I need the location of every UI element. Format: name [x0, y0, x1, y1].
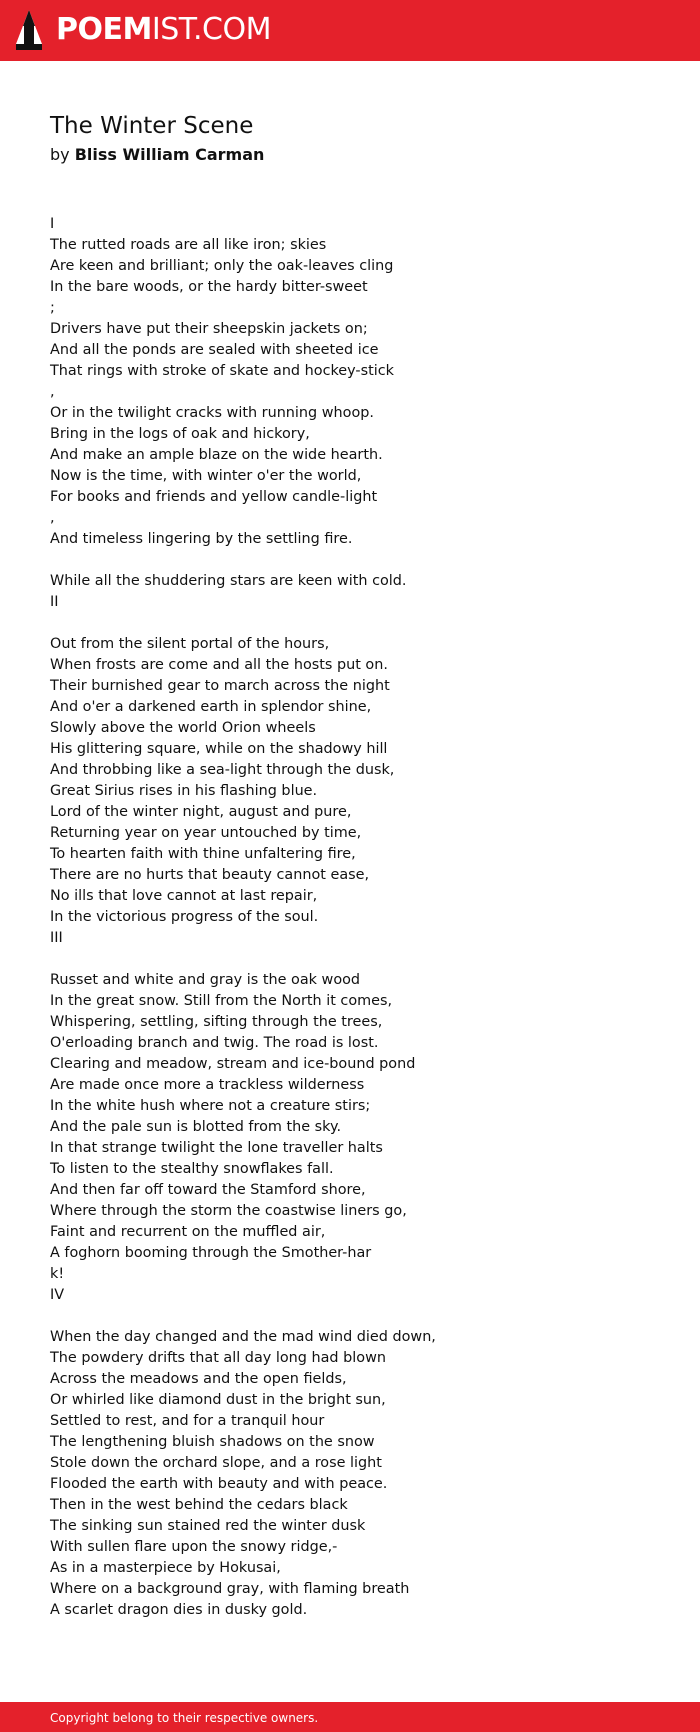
poem-line: , — [50, 384, 55, 400]
poem-line: As in a masterpiece by Hokusai, — [50, 1560, 281, 1576]
site-footer — [0, 1702, 700, 1732]
poem-line: And make an ample blaze on the wide hearth. — [50, 447, 383, 463]
poem-body — [50, 214, 660, 1621]
poem-line: The sinking sun stained red the winter dusk — [50, 1518, 366, 1534]
poem-line: And throbbing like a sea-light through the dusk, — [50, 762, 395, 778]
poem-line: III — [50, 930, 63, 946]
poem-line: Bring in the logs of oak and hickory, — [50, 426, 310, 442]
poem-line: And timeless lingering by the settling fire. — [50, 531, 353, 547]
poem-line: With sullen flare upon the snowy ridge,- — [50, 1539, 338, 1555]
poem-line: Or in the twilight cracks with running whoop. — [50, 405, 374, 421]
poem-line: And o'er a darkened earth in splendor shine, — [50, 699, 372, 715]
poem-line: The lengthening bluish shadows on the snow — [50, 1434, 375, 1450]
poem-line — [50, 949, 660, 970]
poem-line: And all the ponds are sealed with sheeted ice — [50, 342, 379, 358]
poem-line: Slowly above the world Orion wheels — [50, 720, 316, 736]
poem-line: Returning year on year untouched by time, — [50, 825, 362, 841]
poem-line: His glittering square, while on the shadowy hill — [50, 741, 388, 757]
poem-line: And the pale sun is blotted from the sky. — [50, 1119, 342, 1135]
by-label: by — [50, 145, 70, 164]
logo-strong-text: POEM — [56, 12, 152, 47]
poem-line: Whispering, settling, sifting through the trees, — [50, 1014, 383, 1030]
poem-line: Where through the storm the coastwise liners go, — [50, 1203, 407, 1219]
poem-line — [50, 613, 660, 634]
poem-line: Great Sirius rises in his flashing blue. — [50, 783, 318, 799]
poem-line: The rutted roads are all like iron; skies — [50, 237, 327, 253]
poem-line: Clearing and meadow, stream and ice-bound pond — [50, 1056, 416, 1072]
site-logo-text — [56, 12, 271, 47]
poem-line: And then far off toward the Stamford shore, — [50, 1182, 366, 1198]
site-header — [0, 0, 700, 61]
poem-line: Are made once more a trackless wilderness — [50, 1077, 365, 1093]
poem-line: Then in the west behind the cedars black — [50, 1497, 348, 1513]
poem-line: Stole down the orchard slope, and a rose light — [50, 1455, 382, 1471]
poem-line: Now is the time, with winter o'er the world, — [50, 468, 362, 484]
poem-line: When the day changed and the mad wind died down, — [50, 1329, 436, 1345]
poem-line: Flooded the earth with beauty and with peace. — [50, 1476, 388, 1492]
logo-light-text: IST.COM — [151, 12, 271, 47]
poem-line: In the victorious progress of the soul. — [50, 909, 319, 925]
poem-container — [50, 110, 660, 1621]
poem-line: In the bare woods, or the hardy bitter-sweet — [50, 279, 368, 295]
poem-line: k! — [50, 1266, 65, 1282]
poem-line: While all the shuddering stars are keen with cold. — [50, 573, 407, 589]
poem-author[interactable]: Bliss William Carman — [74, 145, 265, 164]
poem-title: The Winter Scene — [50, 113, 254, 139]
poem-line — [50, 1306, 660, 1327]
poem-line: Russet and white and gray is the oak wood — [50, 972, 361, 988]
poem-line: Faint and recurrent on the muffled air, — [50, 1224, 326, 1240]
poem-byline — [50, 144, 660, 166]
poem-line: The powdery drifts that all day long had blown — [50, 1350, 386, 1366]
poem-line: O'erloading branch and twig. The road is lost. — [50, 1035, 379, 1051]
poem-line: No ills that love cannot at last repair, — [50, 888, 318, 904]
pencil-icon — [16, 10, 42, 50]
poem-line: To listen to the stealthy snowflakes fall. — [50, 1161, 334, 1177]
poem-line: Their burnished gear to march across the night — [50, 678, 390, 694]
poem-line: Where on a background gray, with flaming breath — [50, 1581, 410, 1597]
poem-line: There are no hurts that beauty cannot ease, — [50, 867, 370, 883]
poem-line: , — [50, 510, 55, 526]
site-logo-link[interactable] — [16, 10, 271, 50]
copyright-notice: Copyright belong to their respective owners. — [50, 1711, 319, 1725]
poem-line: Are keen and brilliant; only the oak-leaves cling — [50, 258, 394, 274]
poem-line: Or whirled like diamond dust in the bright sun, — [50, 1392, 386, 1408]
poem-line: In the white hush where not a creature stirs; — [50, 1098, 371, 1114]
poem-line: II — [50, 594, 59, 610]
poem-line: Drivers have put their sheepskin jackets on; — [50, 321, 368, 337]
poem-line: To hearten faith with thine unfaltering fire, — [50, 846, 356, 862]
poem-line: When frosts are come and all the hosts put on. — [50, 657, 388, 673]
poem-line: A scarlet dragon dies in dusky gold. — [50, 1602, 308, 1618]
poem-line: Across the meadows and the open fields, — [50, 1371, 347, 1387]
poem-line: I — [50, 216, 55, 232]
poem-line: IV — [50, 1287, 65, 1303]
poem-line: In the great snow. Still from the North it comes, — [50, 993, 393, 1009]
poem-line: In that strange twilight the lone traveller halts — [50, 1140, 383, 1156]
poem-line: A foghorn booming through the Smother-har — [50, 1245, 372, 1261]
poem-line: ; — [50, 300, 55, 316]
poem-line: That rings with stroke of skate and hockey-stick — [50, 363, 394, 379]
poem-line: Lord of the winter night, august and pure, — [50, 804, 352, 820]
poem-line: Settled to rest, and for a tranquil hour — [50, 1413, 325, 1429]
poem-line: Out from the silent portal of the hours, — [50, 636, 330, 652]
poem-line: For books and friends and yellow candle-light — [50, 489, 378, 505]
poem-line — [50, 550, 660, 571]
